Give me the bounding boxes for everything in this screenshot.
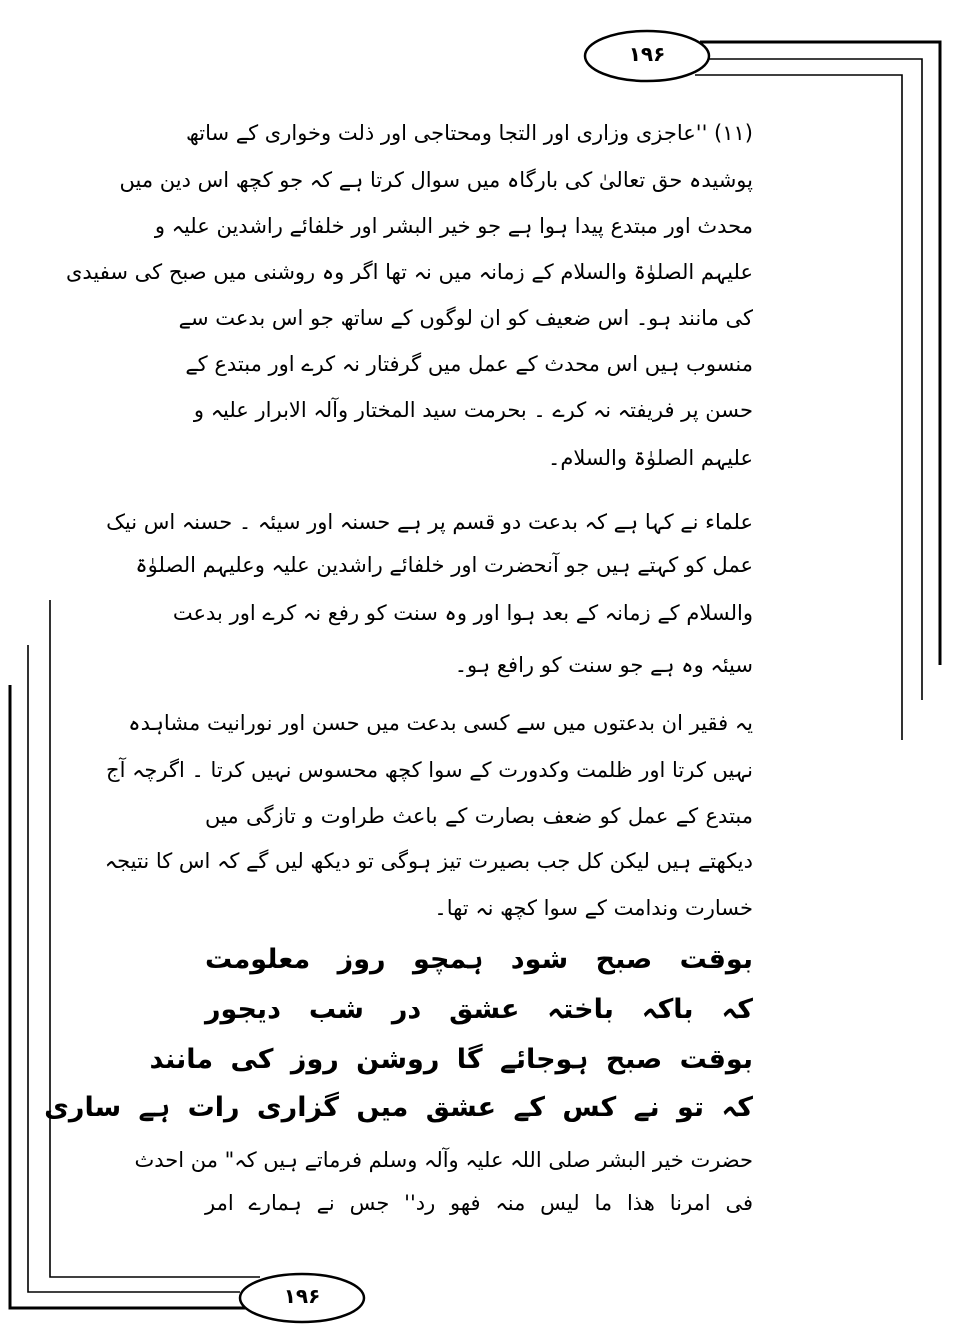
text-line: والسلام کے زمانہ کے بعد ہوا اور وہ سنت کو رفع نہ کرے اور بدعت [172,601,753,625]
poem-line: بوقت صبح ہوجائے گا روشن روز کی مانند [149,1044,753,1075]
poem-line: کہ باکہ باختہ عشق در شب دیجور [205,994,753,1025]
text-line: مبتدع کے عمل کو ضعف بصارت کے باعث طراوت و تازگی میں [205,804,753,828]
text-line: (۱۱) ''عاجزی وزاری اور التجا ومحتاجی اور ذلت وخواری کے ساتھ [186,121,753,145]
text-line: محدث اور مبتدع پیدا ہوا ہے جو خیر البشر اور خلفائے راشدین علیہ و [154,214,753,238]
text-line: یہ فقیر ان بدعتوں میں سے کسی بدعت میں حسن اور نورانیت مشاہدہ [128,711,753,735]
poem-line: کہ تو نے کس کے عشق میں گزاری رات ہے ساری [44,1092,753,1123]
text-line: کی مانند ہو۔ اس ضعیف کو ان لوگوں کے ساتھ جو اس بدعت سے [178,306,753,330]
text-line: حضرت خیر البشر صلی اللہ علیہ وآلہ وسلم فرماتے ہیں کہ" من احدث [134,1148,753,1172]
text-line: پوشیدہ حق تعالیٰ کی بارگاہ میں سوال کرتا ہے کہ جو کچھ اس دین میں [119,168,753,192]
text-line: خسارت وندامت کے سوا کچھ نہ تھا۔ [434,896,753,920]
text-line: حسن پر فریفتہ نہ کرے ۔ بحرمت سید المختار وآلہ الابرار علیہ و [193,398,753,422]
page-number-top: ۱۹۶ [628,42,666,66]
text-line: علیہم الصلوٰۃ والسلام۔ [548,446,753,470]
text-line: سیئہ وہ ہے جو سنت کو رافع ہو۔ [454,653,753,677]
poem-line: بوقت صبح شود ہمچو روز معلومت [205,944,753,975]
page-number-bottom: ۱۹۶ [283,1284,321,1308]
text-line: علیہم الصلوٰۃ والسلام کے زمانہ میں نہ تھا اگر وہ روشنی میں صبح کی سفیدی [65,260,753,284]
text-line: عمل کو کہتے ہیں جو آنحضرت اور خلفائے راشدین علیہ وعلیہم الصلوٰۃ [135,553,753,577]
text-line: نہیں کرتا اور ظلمت وکدورت کے سوا کچھ محسوس نہیں کرتا ۔ اگرچہ آج [106,758,753,782]
text-line: فی امرنا ھذا ما لیس منہ فھو رد'' جس نے ہمارے امر [205,1191,753,1215]
text-line: دیکھتے ہیں لیکن کل جب بصیرت تیز ہوگی تو دیکھ لیں گے کہ اس کا نتیجہ [104,849,753,873]
text-line: منسوب ہیں اس محدث کے عمل میں گرفتار نہ کرے اور مبتدع کے [185,352,753,376]
text-line: علماء نے کہا ہے کہ بدعت دو قسم پر ہے حسنہ اور سیئہ ۔ حسنہ اس نیک [106,510,753,534]
